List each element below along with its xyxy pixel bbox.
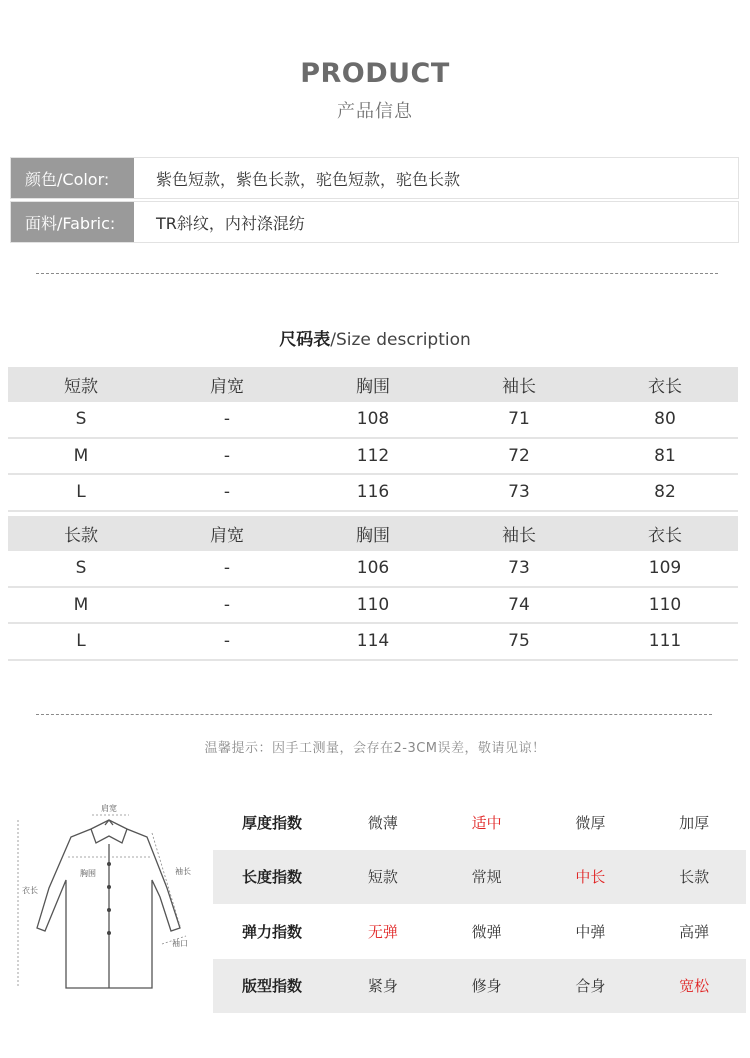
color-value: 紫色短款，紫色长款，驼色短款，驼色长款	[134, 158, 738, 198]
page-title: PRODUCT	[300, 58, 450, 89]
info-row-fabric	[10, 201, 739, 243]
page-subtitle: 产品信息	[337, 101, 413, 122]
size-table-header	[8, 516, 738, 551]
info-row-color	[10, 157, 739, 199]
header-cell: 袖长	[502, 377, 536, 397]
header-cell: 衣长	[648, 377, 682, 397]
table-cell: 73	[508, 482, 530, 503]
table-cell: 108	[356, 409, 390, 430]
spec-row-fit	[213, 959, 746, 1014]
header-cell: 长款	[64, 526, 98, 546]
table-cell: 71	[508, 409, 530, 430]
spec-row-length	[213, 850, 746, 905]
table-cell: -	[223, 594, 231, 615]
chest-label: 胸围	[80, 869, 96, 878]
spec-option: 长款	[679, 868, 710, 887]
spec-option-selected: 宽松	[679, 977, 710, 996]
spec-option: 常规	[471, 868, 502, 887]
spec-label: 版型指数	[241, 977, 302, 996]
size-chart-title	[0, 325, 750, 350]
size-table-header	[8, 367, 738, 402]
length-label: 衣长	[22, 886, 38, 895]
table-row	[8, 551, 738, 588]
header-cell: 肩宽	[210, 526, 244, 546]
table-cell: 80	[654, 409, 676, 430]
spec-option: 修身	[471, 977, 502, 996]
table-cell: 109	[648, 558, 682, 579]
table-cell: 112	[356, 445, 390, 466]
table-cell: -	[223, 631, 231, 652]
table-cell: 74	[508, 594, 530, 615]
spec-option-selected: 中长	[575, 868, 606, 887]
table-cell: S	[75, 409, 87, 430]
table-cell: 82	[654, 482, 676, 503]
table-cell: 81	[654, 445, 676, 466]
spec-option-selected: 适中	[471, 813, 502, 832]
table-row	[8, 588, 738, 625]
header-cell: 短款	[64, 377, 98, 397]
table-cell: 110	[648, 594, 682, 615]
size-table-short	[8, 367, 738, 512]
spec-label: 弹力指数	[241, 922, 302, 941]
table-cell: 111	[648, 631, 682, 652]
coat-measurement-diagram	[12, 800, 202, 1000]
fabric-label: 面料/Fabric:	[11, 202, 134, 242]
measurement-notice: 温馨提示：因手工测量，会存在2-3CM误差，敬请见谅！	[204, 741, 546, 756]
spec-row-elasticity	[213, 904, 746, 959]
spec-option: 微薄	[367, 813, 398, 832]
shoulder-label: 肩宽	[101, 804, 117, 813]
dashed-divider	[36, 714, 712, 715]
size-table-long	[8, 516, 738, 661]
spec-option: 加厚	[679, 813, 710, 832]
table-cell: S	[75, 558, 87, 579]
product-info-table	[10, 157, 739, 245]
header-cell: 肩宽	[210, 377, 244, 397]
spec-label: 长度指数	[241, 868, 302, 887]
spec-option-selected: 无弹	[367, 922, 398, 941]
table-cell: -	[223, 482, 231, 503]
spec-row-thickness	[213, 795, 746, 850]
color-label: 颜色/Color:	[11, 158, 134, 198]
table-cell: 110	[356, 594, 390, 615]
header-cell: 胸围	[356, 526, 390, 546]
table-cell: 73	[508, 558, 530, 579]
spec-option: 短款	[367, 868, 398, 887]
spec-option: 微厚	[575, 813, 606, 832]
size-chart-title-bold: 尺码表	[279, 330, 331, 350]
table-cell: -	[223, 558, 231, 579]
size-chart-title-rest: /Size description	[330, 330, 471, 350]
header-cell: 衣长	[648, 526, 682, 546]
table-cell: M	[73, 594, 89, 615]
table-cell: 75	[508, 631, 530, 652]
table-cell: 72	[508, 445, 530, 466]
table-cell: 106	[356, 558, 390, 579]
sleeve-label: 袖长	[175, 867, 191, 876]
table-cell: 114	[356, 631, 390, 652]
table-cell: -	[223, 409, 231, 430]
spec-label: 厚度指数	[241, 813, 302, 832]
spec-option: 高弹	[679, 922, 710, 941]
table-row	[8, 402, 738, 439]
cuff-label: 袖口	[172, 939, 188, 948]
spec-option: 微弹	[471, 922, 502, 941]
table-cell: L	[76, 482, 86, 503]
fabric-index-table	[213, 795, 746, 1013]
table-row	[8, 624, 738, 661]
header-cell: 袖长	[502, 526, 536, 546]
dashed-divider	[36, 273, 718, 274]
table-cell: L	[76, 631, 86, 652]
table-cell: -	[223, 445, 231, 466]
table-row	[8, 439, 738, 476]
spec-option: 紧身	[367, 977, 398, 996]
table-row	[8, 475, 738, 512]
fabric-value: TR斜纹，内衬涤混纺	[134, 202, 738, 242]
table-cell: 116	[356, 482, 390, 503]
spec-option: 中弹	[575, 922, 606, 941]
table-cell: M	[73, 445, 89, 466]
header-cell: 胸围	[356, 377, 390, 397]
spec-option: 合身	[575, 977, 606, 996]
